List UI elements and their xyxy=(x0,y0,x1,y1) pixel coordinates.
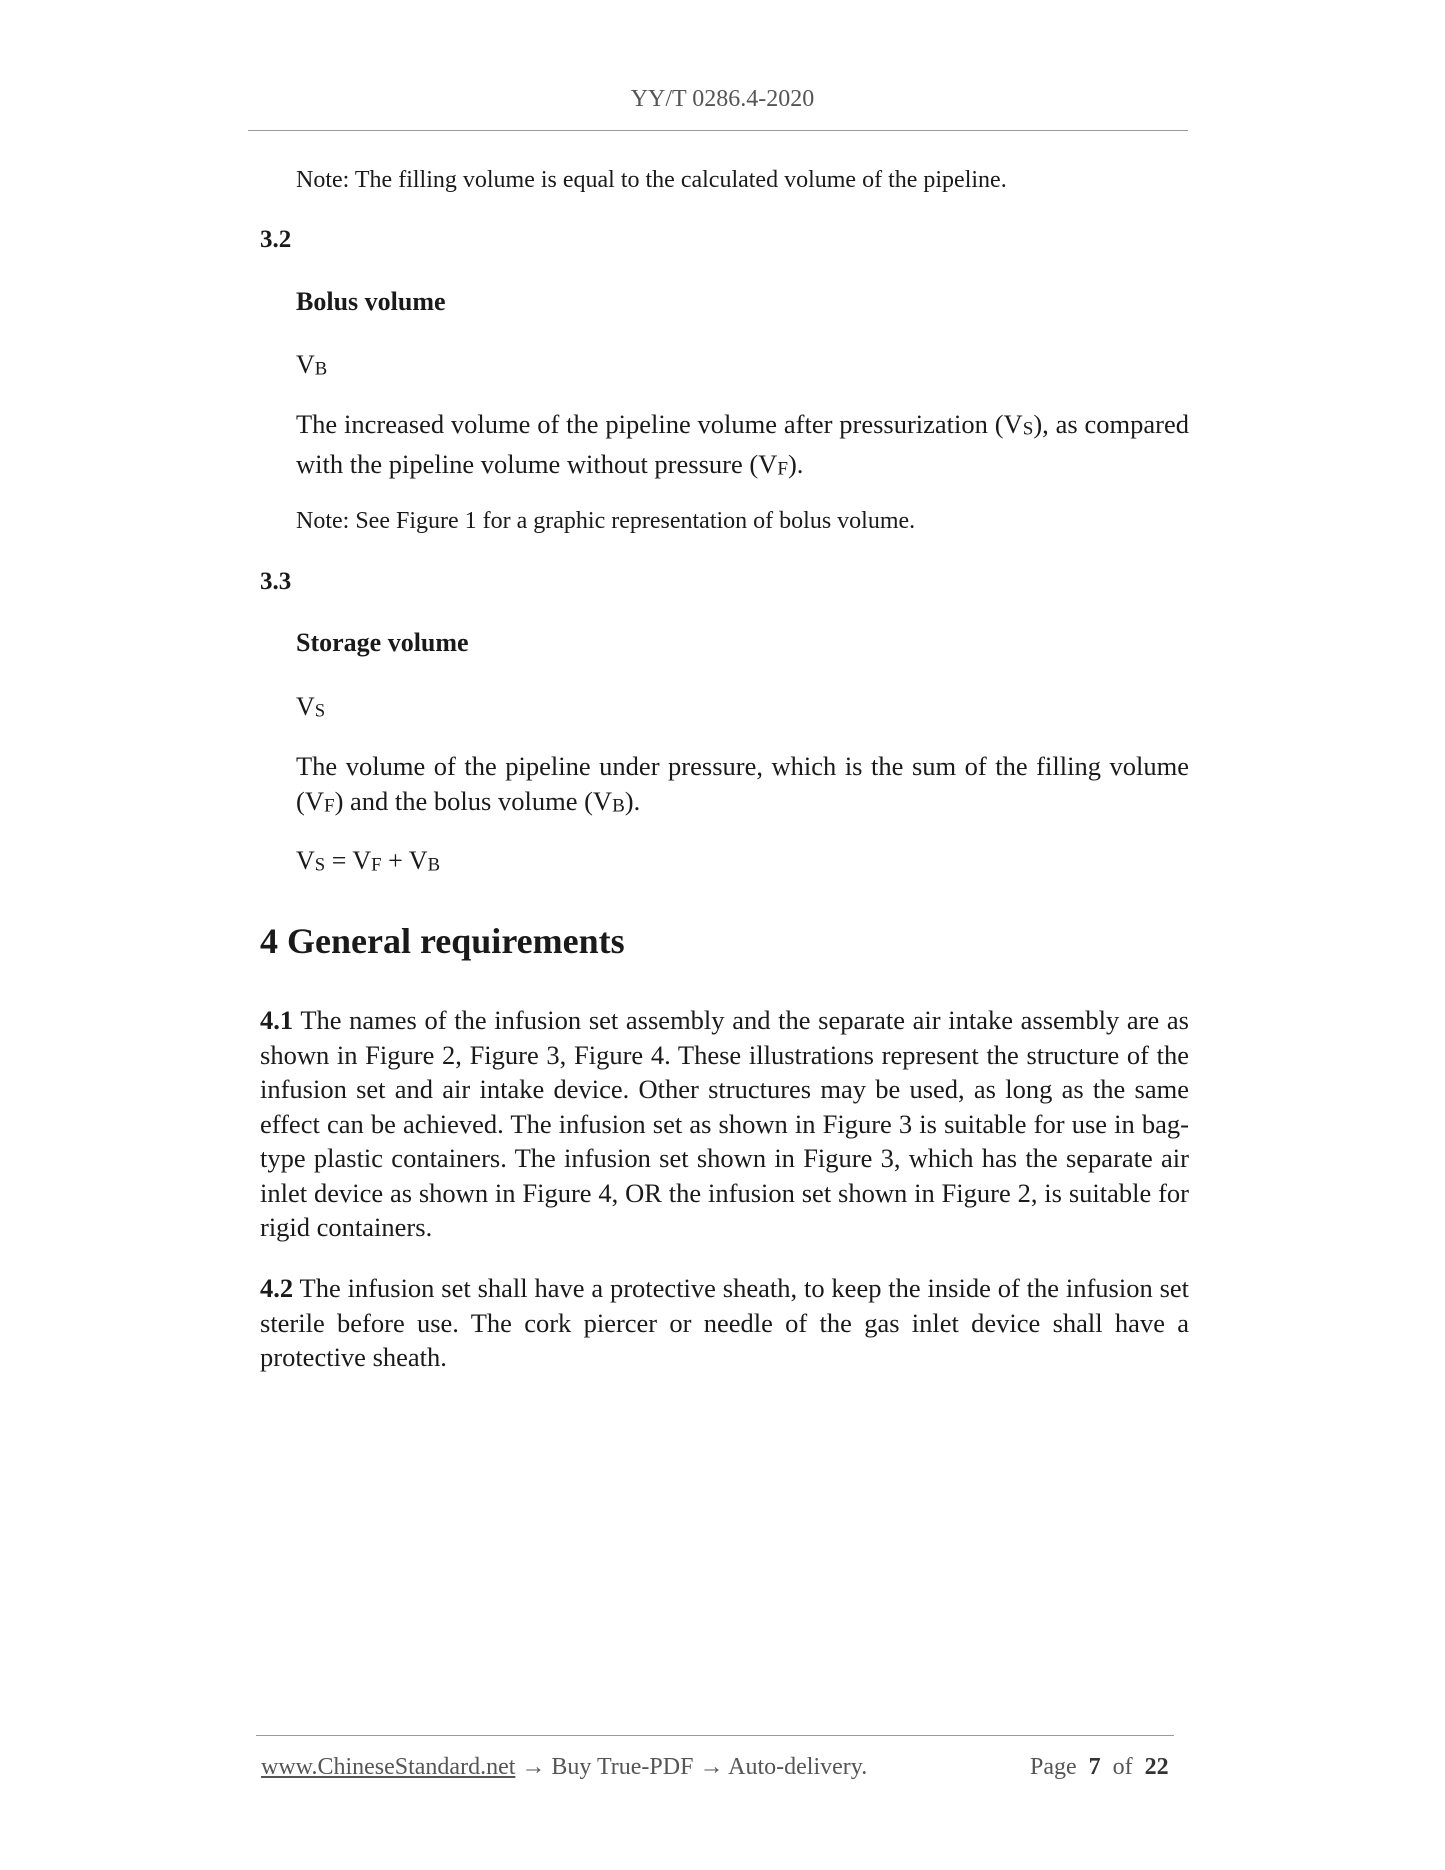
storage-volume-definition xyxy=(296,749,1189,824)
page-total: 22 xyxy=(1144,1754,1169,1780)
symbol-v: V xyxy=(296,692,315,721)
formula-part: V xyxy=(408,846,428,875)
formula-sub: S xyxy=(314,854,326,876)
formula-part: V xyxy=(352,846,372,875)
def-sub: F xyxy=(323,795,335,817)
of-label: of xyxy=(1112,1754,1133,1780)
formula-part: + xyxy=(381,846,409,875)
clause-number-4-1: 4.1 xyxy=(260,1005,294,1035)
def-text: ), as compared with the pipeline volume without pressure (V xyxy=(296,409,1189,480)
clause-number-4-2: 4.2 xyxy=(260,1273,294,1303)
auto-delivery-text: Auto-delivery. xyxy=(728,1754,868,1780)
section-heading-4: 4 General requirements xyxy=(260,921,625,961)
symbol-vs xyxy=(296,691,325,727)
term-storage-volume: Storage volume xyxy=(296,628,469,657)
arrow-icon: → xyxy=(521,1754,546,1780)
def-text: ). xyxy=(624,785,641,816)
document-code: YY/T 0286.4-2020 xyxy=(630,86,815,112)
def-sub: F xyxy=(777,458,788,480)
formula-sub: B xyxy=(427,854,441,876)
footer-rule xyxy=(256,1735,1174,1736)
paragraph-4-2 xyxy=(260,1271,1189,1375)
formula-part: = xyxy=(325,846,353,875)
arrow-icon: → xyxy=(699,1754,724,1780)
def-text: ) and the bolus volume (V xyxy=(334,785,613,816)
term-bolus-volume: Bolus volume xyxy=(296,287,446,316)
def-text: The increased volume of the pipeline volume after pressurization (V xyxy=(296,409,1023,439)
symbol-vb xyxy=(296,349,327,385)
formula-part: V xyxy=(296,846,315,875)
clause-number-3-2: 3.2 xyxy=(260,226,292,253)
chinese-standard-link[interactable]: www.ChineseStandard.net xyxy=(261,1754,516,1780)
symbol-subscript: S xyxy=(314,700,326,722)
bolus-volume-note: Note: See Figure 1 for a graphic representation of bolus volume. xyxy=(296,508,916,534)
clause-number-3-3: 3.3 xyxy=(260,568,292,595)
page-label: Page xyxy=(1030,1754,1077,1780)
filling-volume-note: Note: The filling volume is equal to the calculated volume of the pipeline. xyxy=(296,167,1007,193)
def-text: ). xyxy=(787,449,804,480)
page-number: 7 xyxy=(1088,1754,1101,1780)
header-rule xyxy=(248,130,1188,131)
def-sub: S xyxy=(1022,418,1034,440)
def-sub: B xyxy=(612,795,625,817)
storage-volume-formula xyxy=(296,845,440,881)
bolus-volume-definition xyxy=(296,407,1189,487)
page-indicator xyxy=(1030,1752,1169,1782)
footer-left xyxy=(261,1752,867,1782)
buy-true-pdf-text: Buy True-PDF xyxy=(551,1754,694,1780)
def-text: The volume of the pipeline under pressure, which is the sum of the filling volume (V xyxy=(296,751,1189,816)
symbol-subscript: B xyxy=(314,358,328,380)
symbol-v: V xyxy=(296,350,315,379)
formula-sub: F xyxy=(371,854,382,876)
paragraph-4-2-text: The infusion set shall have a protective sheath, to keep the inside of the infusion set sterile before use. The cork piercer or needle of the gas inlet device shall have a protective sheath. xyxy=(260,1273,1189,1372)
paragraph-4-1-text: The names of the infusion set assembly and the separate air intake assembly are as shown in Figure 2, Figure 3, Figure 4. These illustrations represent the structure of the infusion set and air intake device. Other structures may be used, as long as the same effect can be achieved. The infusion set as shown in Figure 3 is suitable for use in bag-type plastic containers. The infusion set shown in Figure 3, which has the separate air inlet device as shown in Figure 4, OR the infusion set shown in Figure 2, is suitable for rigid containers. xyxy=(260,1005,1189,1242)
paragraph-4-1 xyxy=(260,1003,1189,1245)
